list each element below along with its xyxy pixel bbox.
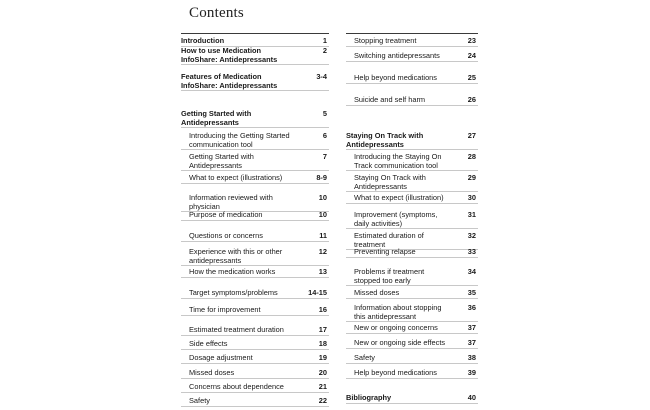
toc-entry-title: Switching antidepressants: [354, 51, 440, 60]
toc-entry: [181, 369, 329, 379]
toc-entry-title: How to use Medication InfoShare: Antidepressants: [181, 46, 278, 64]
toc-entry-page-number: 38: [467, 353, 476, 362]
toc-entry-page-number: 19: [318, 353, 327, 362]
toc-entry-page-number: 2: [322, 46, 327, 55]
toc-left-column: [181, 33, 329, 406]
toc-entry-title: Stopping treatment: [354, 36, 417, 45]
toc-list-right: [346, 33, 478, 406]
toc-entry: [346, 289, 478, 299]
toc-entry: [346, 394, 478, 404]
toc-entry-page-number: 13: [318, 267, 327, 276]
toc-entry-page-number: 6: [322, 131, 327, 140]
toc-entry: [181, 354, 329, 364]
toc-entry-page-number: 31: [467, 210, 476, 219]
toc-entry: [181, 132, 329, 150]
toc-entry-title: Getting Started with Antidepressants: [189, 152, 254, 170]
toc-entry: [346, 354, 478, 364]
toc-entry: [346, 268, 478, 286]
toc-entry-page-number: 22: [318, 396, 327, 405]
toc-entry-title: Help beyond medications: [354, 368, 437, 377]
toc-list-left: [181, 33, 329, 406]
toc-entry-page-number: 1: [322, 36, 327, 45]
toc-entry: [346, 211, 478, 229]
toc-entry-page-number: 21: [318, 382, 327, 391]
toc-entry-page-number: 32: [467, 231, 476, 240]
toc-entry-title: Staying On Track with Antidepressants: [354, 173, 426, 191]
toc-entry: [346, 52, 478, 62]
toc-entry-page-number: 35: [467, 288, 476, 297]
toc-entry: [346, 369, 478, 379]
toc-entry: [181, 289, 329, 299]
toc-entry: [181, 268, 329, 278]
toc-entry-page-number: 36: [467, 303, 476, 312]
toc-entry-page-number: 10: [318, 210, 327, 219]
toc-entry: [346, 132, 478, 150]
toc-entry-page-number: 7: [322, 152, 327, 161]
toc-entry-title: Questions or concerns: [189, 231, 263, 240]
toc-entry: [346, 96, 478, 106]
toc-entry-page-number: 24: [467, 51, 476, 60]
toc-entry-page-number: 11: [319, 231, 327, 240]
toc-entry-page-number: 10: [318, 193, 327, 202]
toc-entry-title: Experience with this or other antidepressants: [189, 247, 283, 265]
toc-entry-page-number: 18: [318, 339, 327, 348]
toc-entry-title: What to expect (illustrations): [189, 173, 283, 182]
toc-entry-page-number: 26: [467, 95, 476, 104]
toc-entry: [346, 194, 478, 204]
toc-entry: [181, 340, 329, 350]
toc-entry-page-number: 40: [467, 393, 476, 402]
toc-entry: [181, 232, 329, 242]
toc-entry-title: Bibliography: [346, 393, 392, 402]
toc-entry-page-number: 8-9: [316, 173, 327, 182]
toc-entry: [346, 37, 478, 47]
toc-entry-page-number: 25: [467, 73, 476, 82]
toc-entry-page-number: 28: [467, 152, 476, 161]
toc-entry-page-number: 37: [467, 323, 476, 332]
toc-entry-page-number: 20: [318, 368, 327, 377]
toc-entry-title: Time for improvement: [189, 305, 261, 314]
toc-entry-title: Suicide and self harm: [354, 95, 426, 104]
toc-entry-title: Introducing the Staying On Track communication tool: [354, 152, 442, 170]
toc-entry: [346, 153, 478, 171]
toc-entry-title: Estimated duration of treatment: [354, 231, 424, 249]
toc-entry-page-number: 5: [322, 109, 327, 118]
toc-entry-page-number: 34: [467, 267, 476, 276]
toc-entry-page-number: 16: [318, 305, 327, 314]
toc-entry-page-number: 3-4: [316, 72, 327, 81]
toc-entry-title: Dosage adjustment: [189, 353, 253, 362]
toc-entry: [181, 211, 329, 221]
toc-entry: [181, 326, 329, 336]
toc-entry-page-number: 17: [318, 325, 327, 334]
toc-entry-title: Features of Medication InfoShare: Antidepressants: [181, 72, 278, 90]
toc-entry-title: Introduction: [181, 36, 225, 45]
toc-entry-title: Introducing the Getting Started communication tool: [189, 131, 290, 149]
toc-entry: [346, 248, 478, 258]
toc-entry-page-number: 14-15: [308, 288, 327, 297]
toc-entry-page-number: 12: [318, 247, 327, 256]
toc-entry: [181, 306, 329, 316]
toc-entry-title: Improvement (symptoms, daily activities): [354, 210, 438, 228]
toc-entry: [181, 397, 329, 407]
toc-entry: [346, 324, 478, 334]
toc-entry-title: Preventing relapse: [354, 247, 416, 256]
toc-entry-page-number: 30: [467, 193, 476, 202]
toc-entry-title: Safety: [354, 353, 375, 362]
toc-entry: [181, 110, 329, 128]
toc-entry: [181, 248, 329, 266]
toc-entry: [181, 73, 329, 91]
toc-entry-page-number: 27: [467, 131, 476, 140]
toc-entry-title: Safety: [189, 396, 210, 405]
toc-entry-title: What to expect (illustration): [354, 193, 444, 202]
toc-entry-page-number: 29: [467, 173, 476, 182]
toc-entry-page-number: 23: [467, 36, 476, 45]
toc-entry-page-number: 39: [467, 368, 476, 377]
toc-entry-title: Purpose of medication: [189, 210, 263, 219]
toc-entry-title: Estimated treatment duration: [189, 325, 284, 334]
toc-right-column: [346, 33, 478, 406]
toc-entry-title: Missed doses: [189, 368, 235, 377]
toc-entry-title: Side effects: [189, 339, 228, 348]
toc-entry-title: New or ongoing side effects: [354, 338, 446, 347]
toc-entry-title: Staying On Track with Antidepressants: [346, 131, 424, 149]
toc-entry-title: New or ongoing concerns: [354, 323, 438, 332]
toc-entry: [346, 304, 478, 322]
toc-entry: [181, 174, 329, 184]
toc-entry-page-number: 33: [467, 247, 476, 256]
toc-entry-title: Information about stopping this antidepressant: [354, 303, 442, 321]
toc-entry-title: Missed doses: [354, 288, 400, 297]
toc-entry-title: Target symptoms/problems: [189, 288, 278, 297]
toc-entry-title: Problems if treatment stopped too early: [354, 267, 425, 285]
page-title: Contents: [189, 5, 244, 21]
toc-entry-title: How the medication works: [189, 267, 276, 276]
toc-entry-title: Information reviewed with physician: [189, 193, 273, 211]
toc-entry-title: Help beyond medications: [354, 73, 437, 82]
toc-entry: [181, 153, 329, 171]
toc-entry-title: Concerns about dependence: [189, 382, 284, 391]
toc-entry: [181, 383, 329, 393]
toc-entry-title: Getting Started with Antidepressants: [181, 109, 252, 127]
toc-entry: [346, 74, 478, 84]
toc-entry: [346, 174, 478, 192]
toc-entry-page-number: 37: [467, 338, 476, 347]
toc-entry: [346, 339, 478, 349]
toc-entry: [181, 47, 329, 65]
